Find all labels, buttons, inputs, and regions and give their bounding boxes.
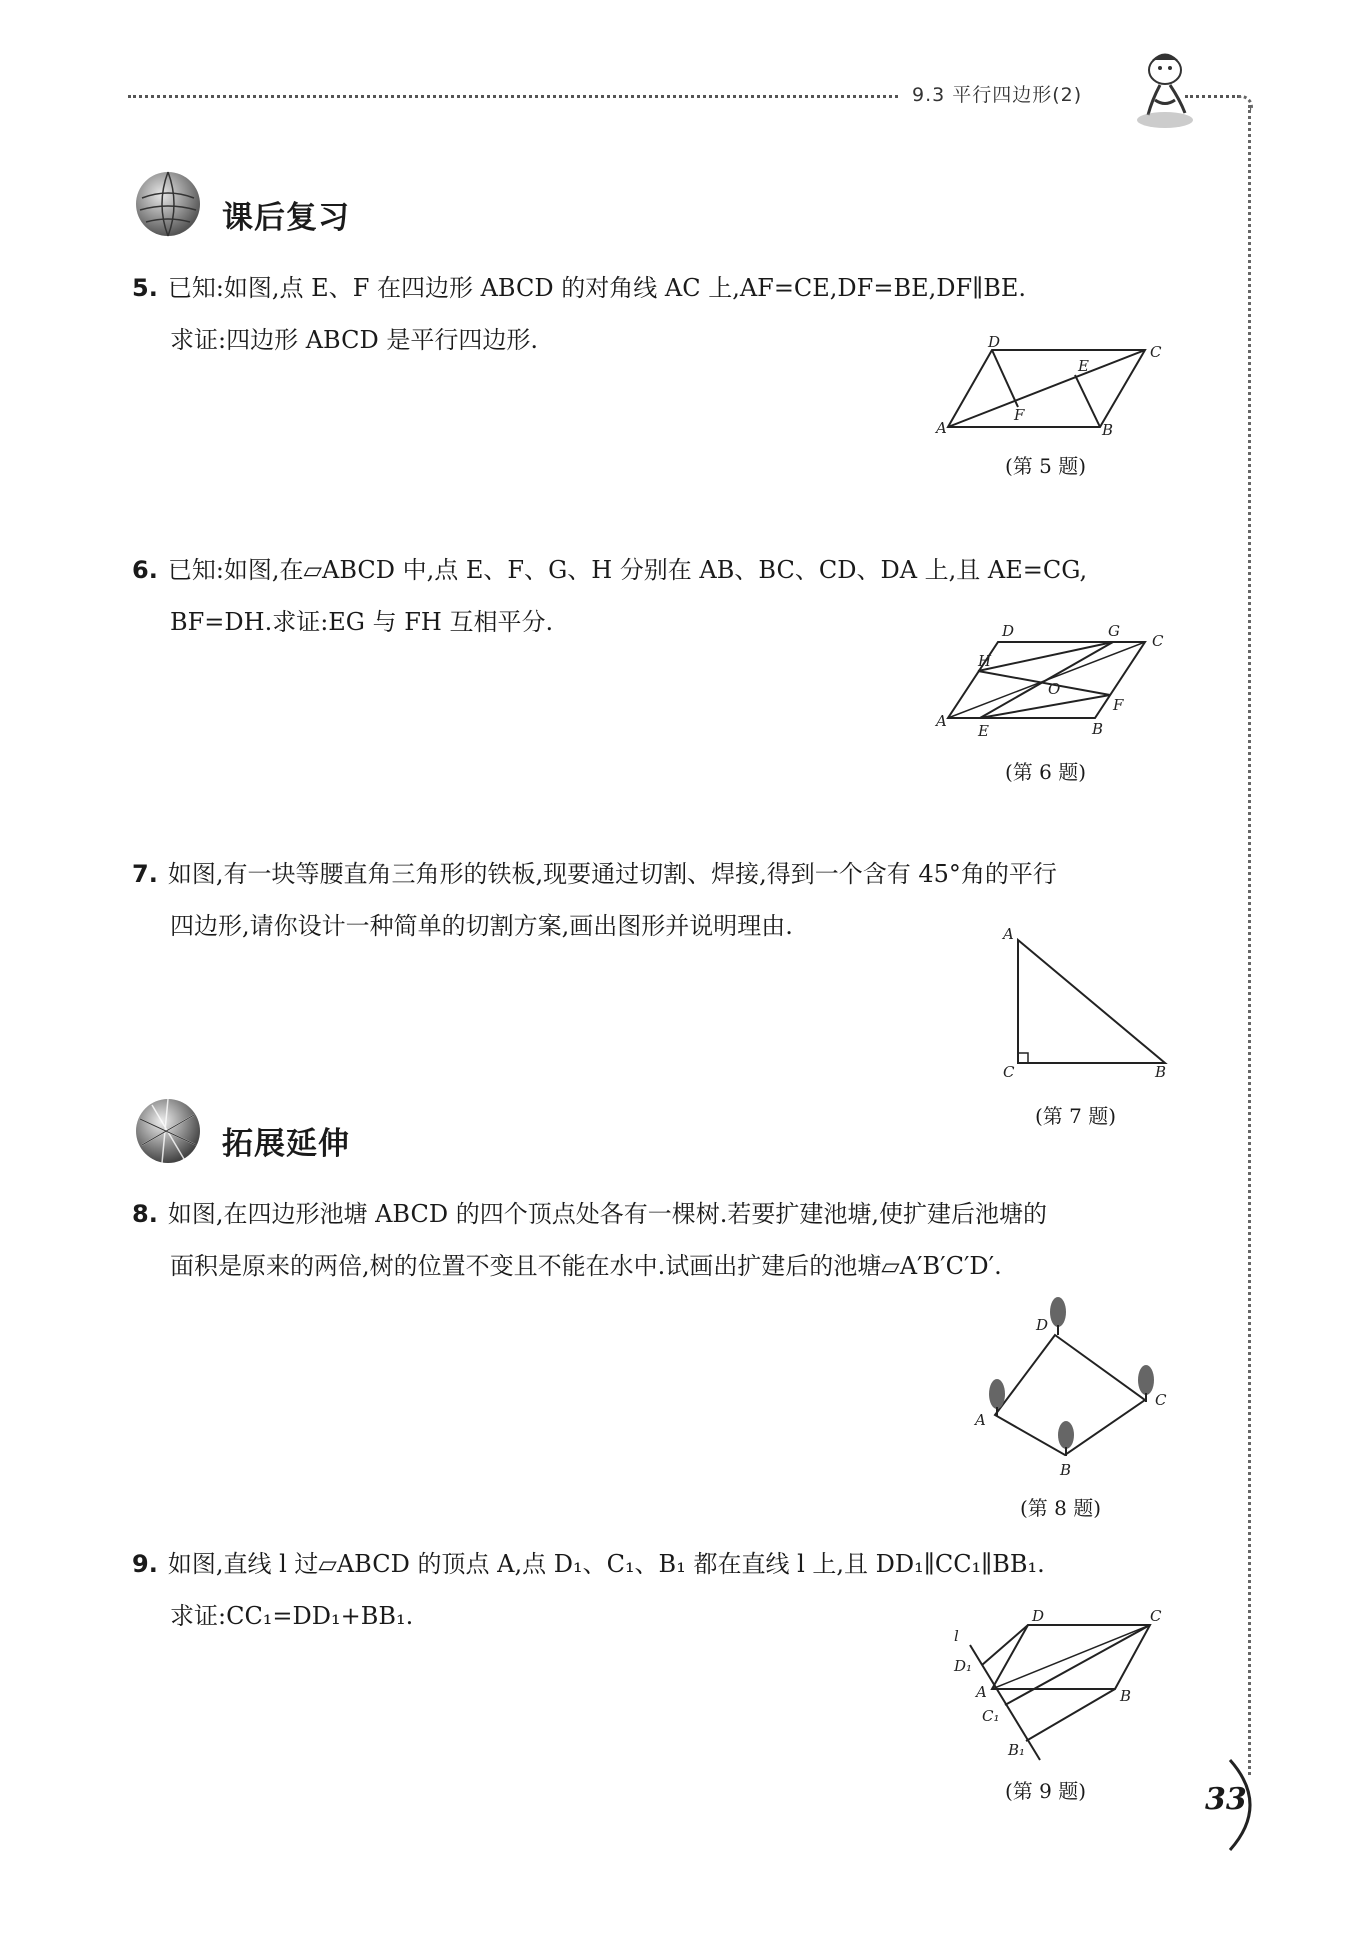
label-F: F — [1014, 406, 1025, 424]
page-number: 33 — [1205, 1782, 1247, 1817]
label-B: B — [1102, 421, 1114, 439]
problem-number: 5. — [132, 274, 158, 302]
figure-caption: (第 7 题) — [1035, 1104, 1117, 1128]
label-C: C — [1150, 1607, 1162, 1625]
problem-8 — [132, 1188, 1202, 1292]
label-E: E — [1078, 357, 1089, 375]
problem-text: 四边形,请你设计一种简单的切割方案,画出图形并说明理由. — [170, 912, 793, 940]
problem-text: 面积是原来的两倍,树的位置不变且不能在水中.试画出扩建后的池塘▱A′B′C′D′. — [170, 1252, 1002, 1280]
figure-caption: (第 6 题) — [1005, 760, 1087, 784]
problem-text: 求证:四边形 ABCD 是平行四边形. — [170, 326, 538, 354]
figure-caption: (第 9 题) — [1005, 1779, 1087, 1803]
tree-icon — [989, 1379, 1005, 1416]
globe-icon — [132, 1095, 204, 1167]
problem-text: 已知:如图,点 E、F 在四边形 ABCD 的对角线 AC 上,AF=CE,DF=BE,DF∥BE. — [167, 274, 1026, 302]
label-D: D — [1036, 1316, 1049, 1334]
label-l: l — [954, 1627, 959, 1645]
page-border-right — [1248, 105, 1251, 1775]
label-D: D — [1002, 622, 1015, 640]
label-C: C — [1152, 632, 1164, 650]
label-H: H — [978, 652, 992, 670]
problem-text: 已知:如图,在▱ABCD 中,点 E、F、G、H 分别在 AB、BC、CD、DA 上,且 AE=CG, — [167, 556, 1088, 584]
label-C1: C₁ — [982, 1707, 1000, 1725]
problem-number: 9. — [132, 1550, 158, 1578]
figure-8 — [970, 1290, 1180, 1485]
problem-number: 8. — [132, 1200, 158, 1228]
problem-text: 如图,直线 l 过▱ABCD 的顶点 A,点 D₁、C₁、B₁ 都在直线 l 上,且 DD₁∥CC₁∥BB₁. — [167, 1550, 1045, 1578]
header-section-label: 9.3 平行四边形(2) — [912, 84, 1083, 106]
label-A: A — [975, 1411, 986, 1429]
tree-icon — [1050, 1297, 1066, 1335]
figure-5 — [936, 333, 1180, 445]
label-D: D — [988, 333, 1001, 351]
mascot-icon — [1130, 45, 1200, 135]
globe-icon — [132, 168, 204, 240]
label-A: A — [936, 712, 947, 730]
problem-number: 6. — [132, 556, 158, 584]
label-B: B — [1060, 1461, 1072, 1479]
label-A: A — [976, 1683, 987, 1701]
problem-number: 7. — [132, 860, 158, 888]
label-E: E — [978, 722, 989, 740]
section-title-extension: 拓展延伸 — [222, 1126, 350, 1162]
figure-9 — [940, 1605, 1180, 1765]
label-C: C — [1003, 1063, 1015, 1081]
label-B: B — [1155, 1063, 1167, 1081]
label-A: A — [1003, 925, 1014, 943]
label-G: G — [1108, 622, 1120, 640]
section-title-review: 课后复习 — [222, 200, 350, 236]
label-B: B — [1092, 720, 1104, 738]
label-D: D — [1032, 1607, 1045, 1625]
label-A: A — [936, 419, 947, 437]
figure-6 — [936, 622, 1180, 742]
problem-text: 求证:CC₁=DD₁+BB₁. — [170, 1602, 414, 1630]
figure-7 — [995, 925, 1185, 1090]
label-B1: B₁ — [1008, 1741, 1026, 1759]
label-C: C — [1155, 1391, 1167, 1409]
label-O: O — [1048, 680, 1061, 698]
label-B: B — [1120, 1687, 1132, 1705]
problem-text: BF=DH.求证:EG 与 FH 互相平分. — [170, 608, 554, 636]
problem-text: 如图,有一块等腰直角三角形的铁板,现要通过切割、焊接,得到一个含有 45°角的平行 — [167, 860, 1057, 888]
figure-caption: (第 5 题) — [1005, 454, 1087, 478]
label-F: F — [1113, 696, 1124, 714]
problem-text: 如图,在四边形池塘 ABCD 的四个顶点处各有一棵树.若要扩建池塘,使扩建后池塘的 — [167, 1200, 1047, 1228]
label-D1: D₁ — [954, 1657, 973, 1675]
label-C: C — [1150, 343, 1162, 361]
header-rule — [128, 95, 898, 98]
figure-caption: (第 8 题) — [1020, 1496, 1102, 1520]
